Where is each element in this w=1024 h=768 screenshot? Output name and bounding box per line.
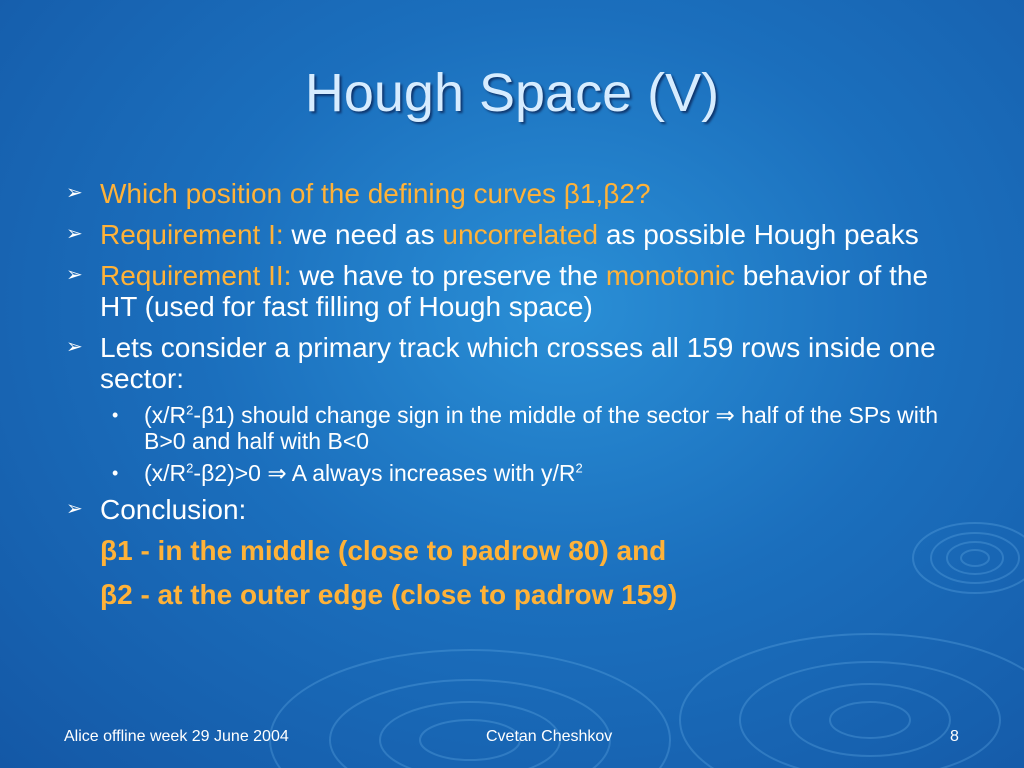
conclusion-line: β1 - in the middle (close to padrow 80) and xyxy=(100,535,667,566)
bullet-text: behavior of the HT (used for fast filling of Hough space) xyxy=(100,260,929,322)
bullet-text: Which position of the defining curves β1,β2? xyxy=(100,178,651,209)
sub-bullet-text: -β2)>0 ⇒ A always increases with y/R xyxy=(193,460,576,486)
bullet-item xyxy=(64,332,964,394)
bullet-label: Requirement II: xyxy=(100,260,292,291)
conclusion-line: β2 - at the outer edge (close to padrow 159) xyxy=(100,579,678,610)
bullet-text: Lets consider a primary track which crosses all 159 rows inside one sector: xyxy=(100,332,936,394)
slide-title: Hough Space (V) xyxy=(304,63,720,123)
arrowhead-bullet-icon: ➢ xyxy=(66,223,83,245)
dot-bullet-icon: • xyxy=(112,463,119,483)
bullet-text: we need as xyxy=(283,219,443,250)
footer-author: Cvetan Cheshkov xyxy=(486,728,613,745)
sub-bullet-item xyxy=(64,460,964,486)
bullet-label: Requirement I: xyxy=(100,219,284,250)
page-number: 8 xyxy=(950,728,959,745)
bullet-item xyxy=(64,494,964,525)
dot-bullet-icon: • xyxy=(112,405,119,425)
bullet-item xyxy=(64,219,964,250)
bullet-text: Conclusion: xyxy=(100,494,247,525)
superscript: 2 xyxy=(186,402,194,418)
sub-bullet-item xyxy=(64,402,964,454)
bullet-text: we have to preserve the xyxy=(291,260,606,291)
footer-left: Alice offline week 29 June 2004 xyxy=(64,728,289,745)
arrowhead-bullet-icon: ➢ xyxy=(66,498,83,520)
arrowhead-bullet-icon: ➢ xyxy=(66,336,83,358)
bullet-text: as possible Hough peaks xyxy=(598,219,919,250)
superscript: 2 xyxy=(186,460,194,476)
bullet-emphasis: uncorrelated xyxy=(442,219,599,250)
bullet-emphasis: monotonic xyxy=(605,260,736,291)
superscript: 2 xyxy=(575,460,583,476)
sub-bullet-text: (x/R xyxy=(144,402,187,428)
sub-bullet-text: -β1) should change sign in the middle of the sector ⇒ half of the SPs with B>0 and half with B<0 xyxy=(144,402,939,454)
bullet-item xyxy=(64,260,964,322)
arrowhead-bullet-icon: ➢ xyxy=(66,264,83,286)
sub-bullet-text: (x/R xyxy=(144,460,187,486)
bullet-item xyxy=(64,178,964,209)
arrowhead-bullet-icon: ➢ xyxy=(66,182,83,204)
bullet-list xyxy=(64,178,964,623)
